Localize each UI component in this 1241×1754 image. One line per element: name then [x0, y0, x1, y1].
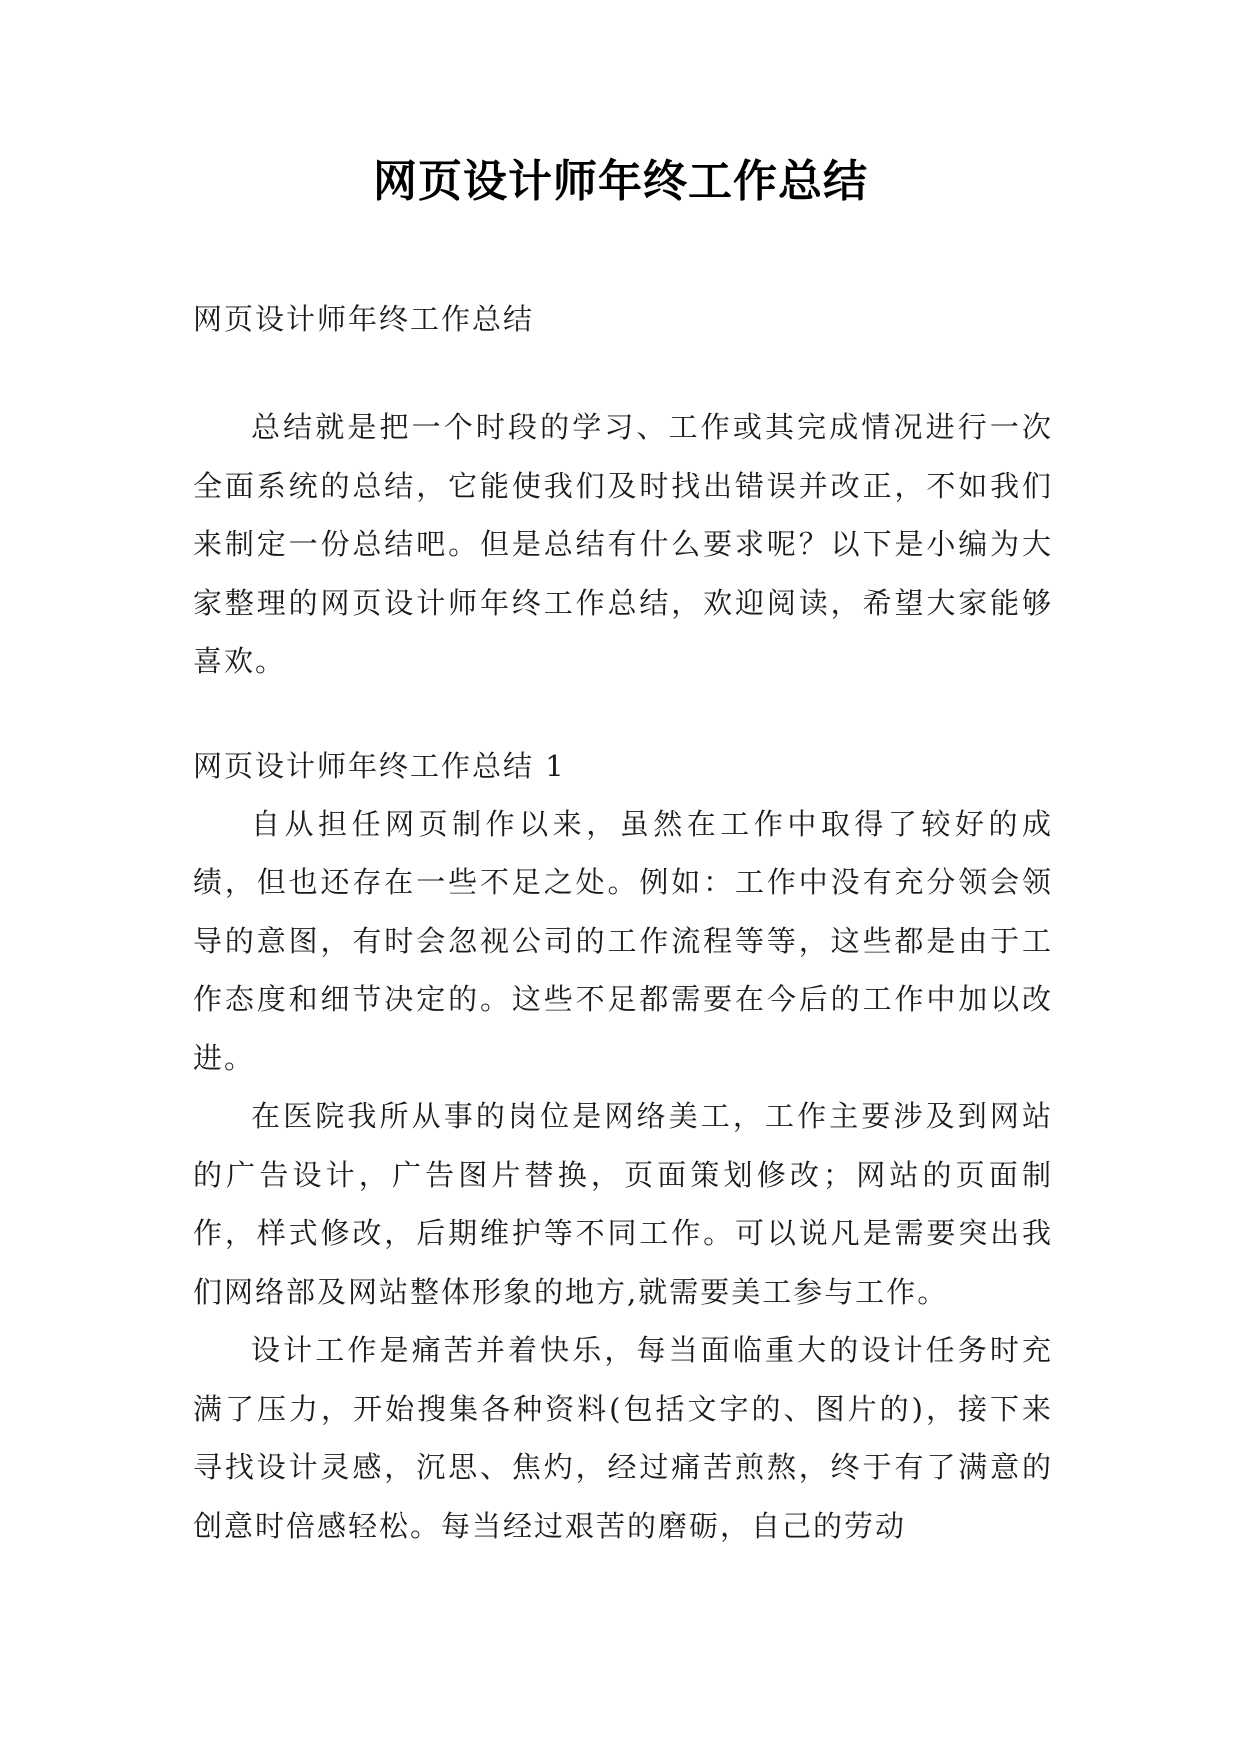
body-paragraph: 设计工作是痛苦并着快乐，每当面临重大的设计任务时充满了压力，开始搜集各种资料(包括文字的、图片的)，接下来寻找设计灵感，沉思、焦灼，经过痛苦煎熬，终于有了满意的创意时倍感轻松。每当经过艰苦的磨砺，自己的劳动: [193, 1333, 1053, 1543]
spacer: [193, 691, 1053, 737]
body-paragraph: 在医院我所从事的岗位是网络美工，工作主要涉及到网站的广告设计，广告图片替换，页面策划修改；网站的页面制作，样式修改，后期维护等不同工作。可以说凡是需要突出我们网络部及网站整体形象的地方,就需要美工参与工作。: [193, 1099, 1053, 1309]
section-heading: 网页设计师年终工作总结 1: [193, 748, 566, 783]
spacer: [193, 348, 1053, 398]
document-body: [193, 290, 1053, 1555]
document-title: 网页设计师年终工作总结: [373, 156, 868, 207]
document-subtitle: 网页设计师年终工作总结: [193, 302, 535, 336]
intro-paragraph: 总结就是把一个时段的学习、工作或其完成情况进行一次全面系统的总结，它能使我们及时找出错误并改正，不如我们来制定一份总结吧。但是总结有什么要求呢？以下是小编为大家整理的网页设计师年终工作总结，欢迎阅读，希望大家能够喜欢。: [193, 410, 1053, 678]
body-paragraph: 自从担任网页制作以来，虽然在工作中取得了较好的成绩，但也还存在一些不足之处。例如：工作中没有充分领会领导的意图，有时会忽视公司的工作流程等等，这些都是由于工作态度和细节决定的。这些不足都需要在今后的工作中加以改进。: [193, 806, 1053, 1075]
